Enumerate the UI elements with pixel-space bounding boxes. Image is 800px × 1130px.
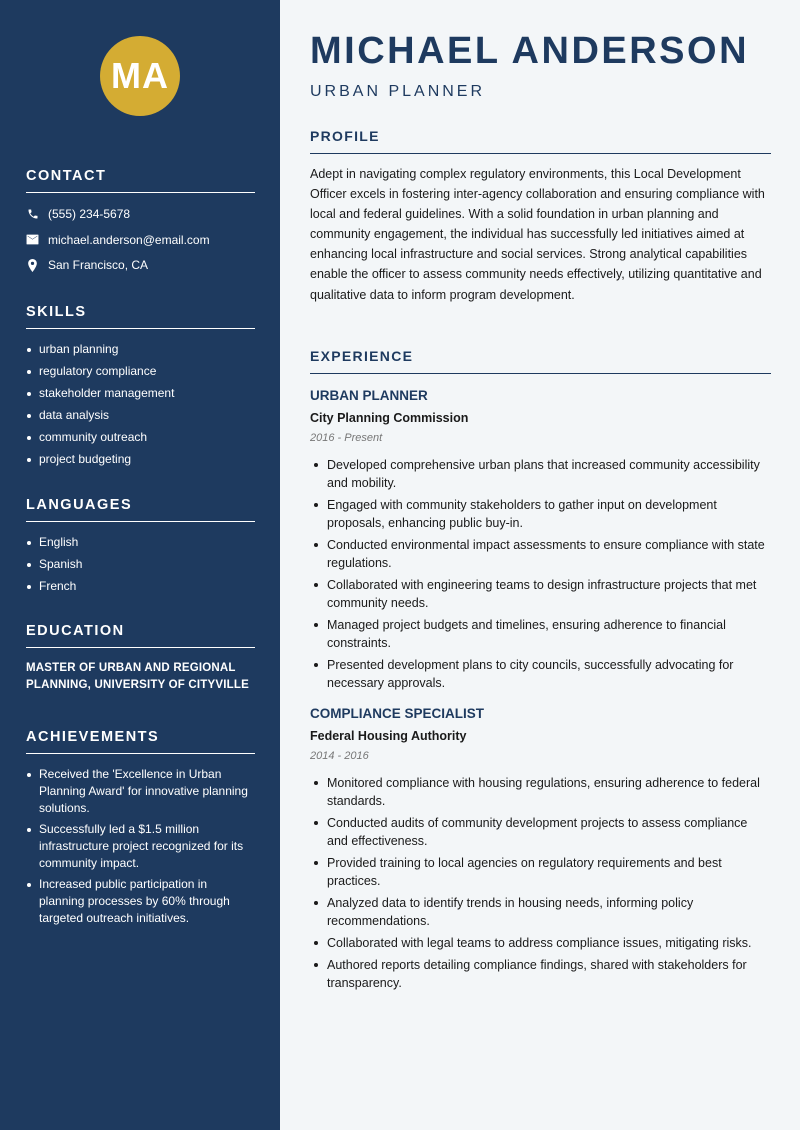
skill-item: urban planning (26, 341, 255, 358)
language-item: French (26, 578, 255, 595)
job-bullet: Collaborated with legal teams to address compliance issues, mitigating risks. (310, 934, 771, 952)
phone-text: (555) 234-5678 (48, 207, 131, 221)
job-bullet: Conducted environmental impact assessments to ensure compliance with state regulations. (310, 536, 771, 572)
profile-heading: PROFILE (310, 128, 771, 154)
contact-location (26, 256, 255, 274)
skill-item: data analysis (26, 407, 255, 424)
job-bullet: Presented development plans to city councils, successfully advocating for necessary approvals. (310, 656, 771, 692)
achievement-item: Successfully led a $1.5 million infrastructure project recognized for its community impact. (26, 821, 255, 872)
skills-list (26, 341, 255, 468)
skill-item: community outreach (26, 429, 255, 446)
skills-heading: SKILLS (26, 304, 255, 329)
languages-heading: LANGUAGES (26, 497, 255, 522)
job-company: Federal Housing Authority (310, 729, 467, 743)
location-text: San Francisco, CA (48, 258, 149, 272)
skill-item: regulatory compliance (26, 363, 255, 380)
language-item: Spanish (26, 556, 255, 573)
contact-email (26, 231, 255, 249)
achievements-list (26, 766, 255, 927)
contact-section (26, 168, 255, 282)
achievements-heading: ACHIEVEMENTS (26, 729, 255, 754)
job-bullet: Provided training to local agencies on regulatory requirements and best practices. (310, 854, 771, 890)
contact-heading: CONTACT (26, 168, 255, 193)
job-dates: 2016 - Present (310, 432, 383, 444)
language-item: English (26, 534, 255, 551)
job-bullet: Developed comprehensive urban plans that increased community accessibility and mobility. (310, 456, 771, 492)
job-bullets (310, 456, 771, 692)
languages-list (26, 534, 255, 595)
profile-section (310, 128, 771, 305)
job-bullets (310, 774, 771, 992)
achievement-item: Received the 'Excellence in Urban Planning Award' for innovative planning solutions. (26, 766, 255, 817)
job-bullet: Authored reports detailing compliance findings, shared with stakeholders for transparency. (310, 956, 771, 992)
job-bullet: Conducted audits of community development projects to assess compliance and effectiveness. (310, 814, 771, 850)
job-company: City Planning Commission (310, 411, 469, 425)
candidate-role: URBAN PLANNER (310, 83, 486, 100)
job-entry (310, 706, 771, 992)
experience-section (310, 348, 771, 996)
education-degree: MASTER OF URBAN AND REGIONAL PLANNING, UNIVERSITY OF CITYVILLE (26, 662, 249, 691)
skill-item: stakeholder management (26, 385, 255, 402)
sidebar (0, 0, 280, 1130)
job-bullet: Managed project budgets and timelines, ensuring adherence to financial constraints. (310, 616, 771, 652)
job-dates: 2014 - 2016 (310, 750, 369, 762)
job-bullet: Monitored compliance with housing regulations, ensuring adherence to federal standards. (310, 774, 771, 810)
candidate-name: MICHAEL ANDERSON (310, 30, 750, 72)
education-section (26, 623, 255, 694)
education-heading: EDUCATION (26, 623, 255, 648)
location-pin-icon (26, 259, 39, 272)
job-bullet: Engaged with community stakeholders to gather input on development proposals, enhancing public buy-in. (310, 496, 771, 532)
profile-text: Adept in navigating complex regulatory environments, this Local Development Officer excels in fostering inter-agency collaboration and ensuring compliance with local and federal guidelines. With a solid foundation in urban planning and community engagement, the individual has successfully led initiatives aimed at enhancing local infrastructure and social services. Strong analytical capabilities enable the officer to assess community needs effectively, utilizing quantitative and qualitative data to inform program development. (310, 167, 765, 302)
email-text: michael.anderson@email.com (48, 232, 210, 247)
job-title: URBAN PLANNER (310, 388, 428, 403)
achievement-item: Increased public participation in planning processes by 60% through targeted outreach initiatives. (26, 876, 255, 927)
phone-icon (26, 208, 39, 221)
email-icon (26, 233, 39, 246)
contact-phone (26, 205, 255, 223)
avatar (100, 36, 180, 116)
job-bullet: Collaborated with engineering teams to design infrastructure projects that met community needs. (310, 576, 771, 612)
avatar-initials: MA (111, 55, 169, 96)
skills-section (26, 304, 255, 473)
achievements-section (26, 729, 255, 931)
languages-section (26, 497, 255, 600)
experience-heading: EXPERIENCE (310, 348, 771, 374)
job-title: COMPLIANCE SPECIALIST (310, 706, 485, 721)
job-bullet: Analyzed data to identify trends in housing needs, informing policy recommendations. (310, 894, 771, 930)
job-entry (310, 388, 771, 692)
skill-item: project budgeting (26, 451, 255, 468)
